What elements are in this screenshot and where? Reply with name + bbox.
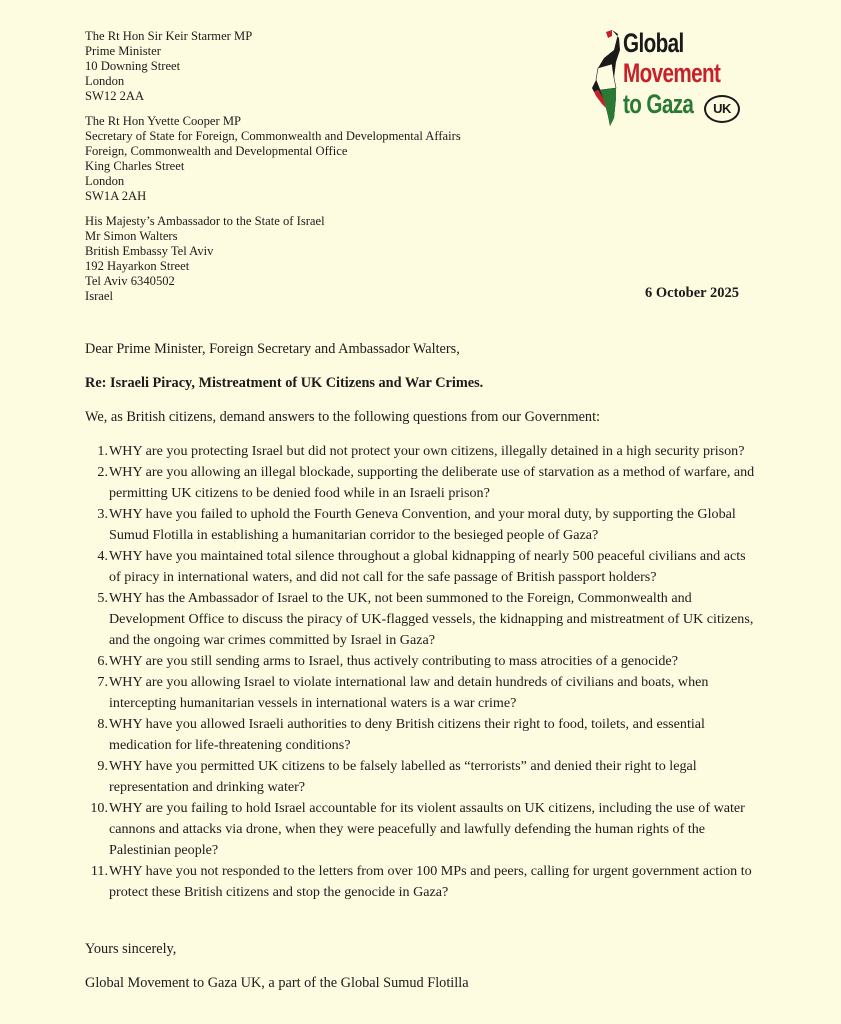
question-line: WHY have you allowed Israeli authorities to deny British citizens their right to food, toilets, and essential [109,716,705,732]
palestine-map-icon [590,28,626,128]
address-line: The Rt Hon Yvette Cooper MP [85,114,242,128]
question-number: 1. [97,443,108,459]
address-line: 192 Hayarkon Street [85,259,190,273]
letter-date: 6 October 2025 [645,285,739,301]
closing: Yours sincerely, [85,941,177,957]
address-line: The Rt Hon Sir Keir Starmer MP [85,29,253,43]
question-line: of piracy in international waters, and did not call for the safe passage of British passport holders? [109,569,657,585]
question-line: WHY has the Ambassador of Israel to the UK, not been summoned to the Foreign, Commonwealth and [109,590,692,606]
question-line: permitting UK citizens to be denied food while in an Israeli prison? [109,485,490,501]
address-line: His Majesty’s Ambassador to the State of Israel [85,214,325,228]
question-line: WHY have you not responded to the letters from over 100 MPs and peers, calling for urgent government action to [109,863,752,879]
list-item [80,714,770,756]
list-item [80,756,770,798]
salutation: Dear Prime Minister, Foreign Secretary and Ambassador Walters, [85,341,460,357]
question-number: 4. [97,548,108,564]
list-item [80,861,770,903]
address-line: SW12 2AA [85,89,145,103]
address-line: 10 Downing Street [85,59,181,73]
question-line: WHY have you maintained total silence throughout a global kidnapping of nearly 500 peaceful civilians and acts [109,548,746,564]
question-line: WHY are you allowing an illegal blockade, supporting the deliberate use of starvation as a method of warfare, and [109,464,755,480]
question-line: and the ongoing war crimes committed by Israel in Gaza? [109,632,436,648]
question-line: intercepting humanitarian vessels in international waters is a war crime? [109,695,517,711]
address-line: Mr Simon Walters [85,229,178,243]
question-number: 5. [97,590,108,606]
recipient-address-ambassador [85,214,325,304]
address-line: Israel [85,289,113,303]
question-number: 11. [90,863,108,879]
list-item [80,546,770,588]
question-line: WHY are you still sending arms to Israel, thus actively contributing to mass atrocities of a genocide? [109,653,678,669]
list-item [80,651,770,672]
list-item [80,672,770,714]
question-line: protect these British citizens and stop the genocide in Gaza? [109,884,449,900]
logo-text-global: Global [623,28,684,58]
subject-line: Re: Israeli Piracy, Mistreatment of UK Citizens and War Crimes. [85,375,484,391]
question-line: Palestinian people? [109,842,219,858]
question-line: WHY are you allowing Israel to violate international law and detain hundreds of civilians and boats, when [109,674,709,690]
logo-text-movement: Movement [623,58,721,88]
question-line: WHY have you failed to uphold the Fourth Geneva Convention, and your moral duty, by supporting the Global [109,506,736,522]
question-line: cannons and attacks via drone, when they were peacefully and lawfully defending the human rights of the [109,821,706,837]
question-line: WHY are you protecting Israel but did not protect your own citizens, illegally detained in a high security prison? [109,443,745,459]
question-line: representation and drinking water? [109,779,306,795]
address-line: Prime Minister [85,44,161,58]
list-item [80,588,770,651]
address-line: Tel Aviv 6340502 [85,274,175,288]
address-line: SW1A 2AH [85,189,147,203]
list-item [80,462,770,504]
address-line: London [85,174,125,188]
list-item [80,798,770,861]
address-line: Foreign, Commonwealth and Developmental Office [85,144,348,158]
question-number: 2. [97,464,108,480]
question-line: WHY are you failing to hold Israel accountable for its violent assaults on UK citizens, including the use of water [109,800,745,816]
address-line: British Embassy Tel Aviv [85,244,214,258]
address-line: London [85,74,125,88]
question-line: WHY have you permitted UK citizens to be falsely labelled as “terrorists” and denied their right to legal [109,758,697,774]
question-number: 9. [97,758,108,774]
list-item [80,441,770,462]
question-number: 6. [97,653,108,669]
question-number: 10. [90,800,108,816]
list-item [80,504,770,546]
address-line: Secretary of State for Foreign, Commonwealth and Developmental Affairs [85,129,461,143]
uk-badge: UK [704,95,740,123]
signature: Global Movement to Gaza UK, a part of the Global Sumud Flotilla [85,975,469,991]
question-number: 7. [97,674,108,690]
question-line: medication for life-threatening conditions? [109,737,351,753]
recipient-address-prime-minister [85,29,252,104]
question-number: 8. [97,716,108,732]
question-line: Sumud Flotilla in establishing a humanitarian corridor to the besieged people of Gaza? [109,527,599,543]
organization-logo [590,28,750,128]
question-number: 3. [97,506,108,522]
questions-list [80,441,770,903]
recipient-address-foreign-secretary [85,114,461,204]
logo-text-to-gaza: to Gaza [623,89,694,119]
address-line: King Charles Street [85,159,185,173]
intro-paragraph: We, as British citizens, demand answers to the following questions from our Government: [85,409,601,425]
question-line: Development Office to discuss the piracy of UK-flagged vessels, the kidnapping and mistreatment of UK citizens, [109,611,754,627]
